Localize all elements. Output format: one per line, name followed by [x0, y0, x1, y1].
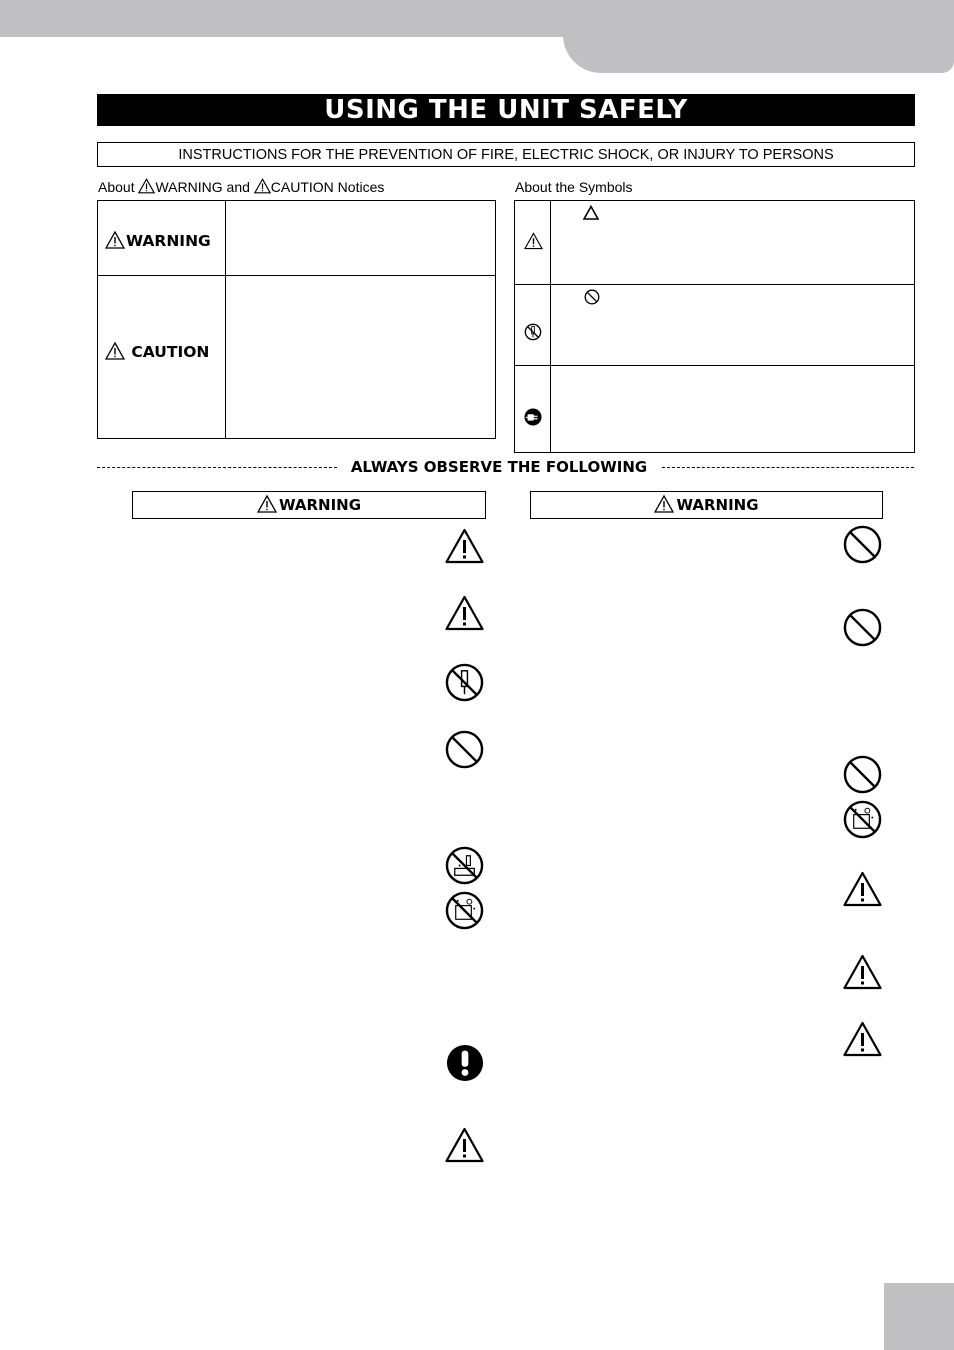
header-tab — [563, 0, 954, 73]
notices-table — [97, 200, 496, 439]
table-divider — [98, 275, 495, 276]
prohibited-icon — [445, 730, 484, 769]
warning-triangle-icon — [257, 495, 277, 513]
no-children-icon — [445, 891, 484, 930]
prohibited-icon — [843, 755, 882, 794]
no-water-icon — [445, 846, 484, 885]
small-prohibited-icon — [584, 289, 600, 305]
notices-and: and — [226, 179, 250, 195]
notices-about: About — [98, 179, 135, 195]
notices-caution-word: CAUTION — [270, 179, 334, 195]
left-warning-header: WARNING — [132, 491, 486, 519]
page-subtitle: INSTRUCTIONS FOR THE PREVENTION OF FIRE, ELECTRIC SHOCK, OR INJURY TO PERSONS — [97, 142, 915, 167]
notices-word: Notices — [337, 179, 385, 195]
dashed-divider — [97, 467, 337, 468]
must-do-icon — [446, 1044, 484, 1082]
warning-triangle-icon — [842, 1021, 883, 1057]
prohibited-icon — [843, 608, 882, 647]
table-divider — [515, 365, 914, 366]
warning-triangle-icon — [842, 954, 883, 990]
warning-triangle-icon — [444, 528, 485, 564]
warning-triangle-icon — [842, 871, 883, 907]
caution-triangle-icon — [105, 342, 125, 360]
symbols-heading: About the Symbols — [515, 179, 633, 195]
page-title: USING THE UNIT SAFELY — [97, 94, 915, 126]
warning-notice-label: WARNING — [105, 231, 211, 250]
warning-triangle-icon — [138, 178, 155, 194]
warning-triangle-icon — [524, 232, 543, 250]
no-children-icon — [843, 800, 882, 839]
table-divider — [550, 201, 551, 452]
table-divider — [515, 284, 914, 285]
warning-triangle-icon — [105, 231, 125, 249]
warning-triangle-icon — [444, 595, 485, 631]
page-number-tab — [884, 1283, 954, 1350]
unplug-icon — [524, 408, 542, 426]
caution-notice-label: CAUTION — [105, 342, 209, 361]
notices-heading — [98, 178, 384, 195]
warning-triangle-icon — [654, 495, 674, 513]
warning-triangle-icon — [444, 1127, 485, 1163]
prohibited-icon — [843, 525, 882, 564]
caution-triangle-icon — [254, 178, 271, 194]
notices-warning-word: WARNING — [155, 179, 223, 195]
table-divider — [225, 201, 226, 438]
dashed-divider — [662, 467, 914, 468]
no-disassembly-icon — [445, 663, 484, 702]
right-warning-header: WARNING — [530, 491, 883, 519]
symbols-table — [514, 200, 915, 453]
observe-heading: ALWAYS OBSERVE THE FOLLOWING — [350, 458, 648, 476]
small-triangle-icon — [583, 205, 599, 220]
no-disassembly-icon — [524, 323, 542, 341]
